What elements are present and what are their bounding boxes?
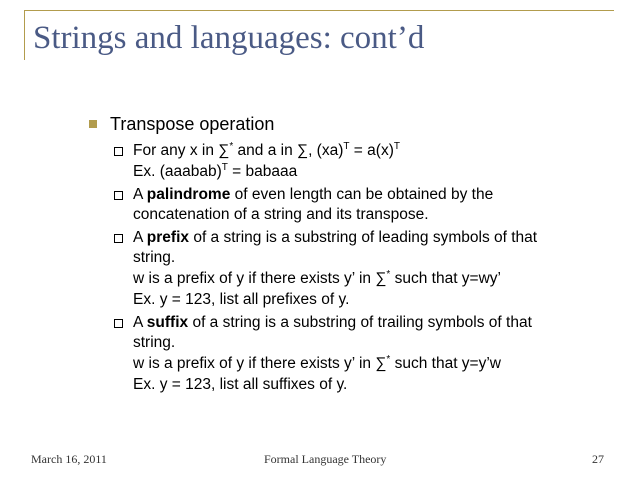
prefix-continuation: string.	[133, 249, 176, 266]
title-accent-vertical-line	[24, 10, 25, 60]
sub-bullet-list	[114, 141, 614, 398]
title-accent-horizontal-line	[24, 10, 614, 11]
suffix-continuation: string.	[133, 334, 176, 351]
slide-title: Strings and languages: cont’d	[33, 20, 425, 56]
sub-bullet-suffix	[114, 313, 614, 395]
transpose-definition-line: For any x in ∑* and a in ∑, $(xa)^T = a(x)^T$	[133, 141, 400, 159]
transpose-example-line: Ex. (aaabab)$^T$ = babaaa	[133, 162, 298, 180]
prefix-example-line: Ex. y = 123, list all prefixes of y.	[133, 291, 350, 308]
hollow-box-bullet-icon	[114, 234, 123, 243]
suffix-formal-line: w is a prefix of y if there exists y’ in ∑* such that y=y’w	[133, 354, 501, 372]
bullet-heading: Transpose operation	[110, 114, 275, 134]
hollow-box-bullet-icon	[114, 191, 123, 200]
hollow-box-bullet-icon	[114, 319, 123, 328]
hollow-box-bullet-icon	[114, 147, 123, 156]
sub-bullet-transpose-definition	[114, 141, 614, 182]
palindrome-line: A palindrome of even length can be obtained by the	[133, 186, 494, 203]
prefix-formal-line: w is a prefix of y if there exists y’ in ∑* such that y=wy’	[133, 269, 501, 287]
slide-number: 27	[592, 452, 604, 466]
footer-title: Formal Language Theory	[264, 452, 387, 466]
prefix-definition-line: A prefix of a string is a substring of leading symbols of that	[133, 229, 538, 246]
palindrome-continuation: concatenation of a string and its transpose.	[133, 206, 429, 223]
sub-bullet-palindrome	[114, 185, 614, 225]
sub-bullet-prefix	[114, 228, 614, 310]
square-bullet-icon	[89, 120, 97, 128]
suffix-example-line: Ex. y = 123, list all suffixes of y.	[133, 376, 348, 393]
suffix-definition-line: A suffix of a string is a substring of trailing symbols of that	[133, 314, 532, 331]
footer-date: March 16, 2011	[31, 452, 107, 466]
